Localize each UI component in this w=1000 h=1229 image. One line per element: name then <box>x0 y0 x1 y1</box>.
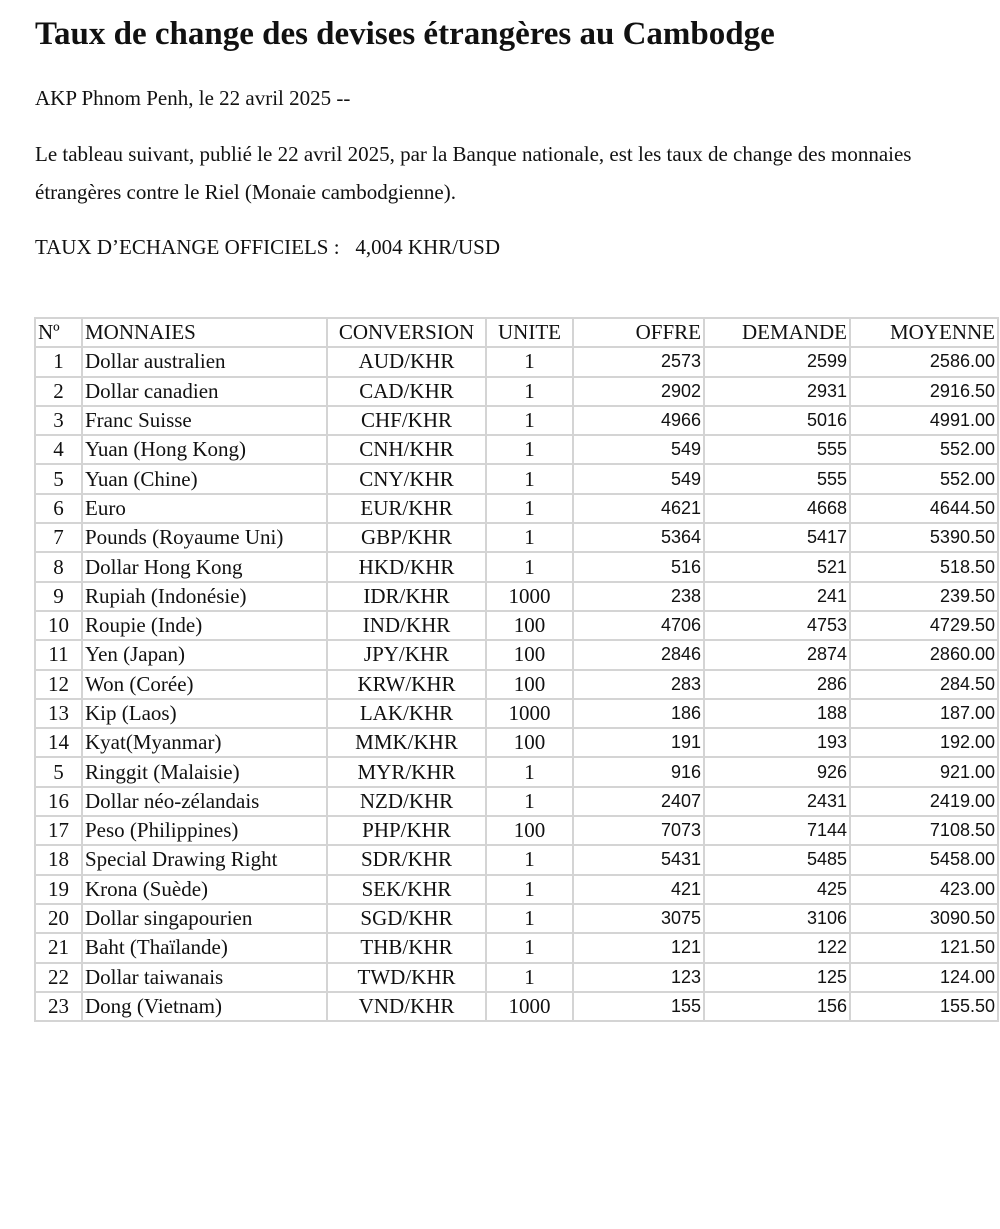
cell-ask: 241 <box>704 582 850 611</box>
cell-conversion: NZD/KHR <box>327 787 486 816</box>
cell-ask: 3106 <box>704 904 850 933</box>
cell-unit: 1 <box>486 494 573 523</box>
cell-currency: Dollar australien <box>82 347 327 376</box>
cell-conversion: IND/KHR <box>327 611 486 640</box>
cell-ask: 926 <box>704 757 850 786</box>
cell-conversion: HKD/KHR <box>327 552 486 581</box>
header-average: MOYENNE <box>850 318 998 347</box>
cell-ask: 122 <box>704 933 850 962</box>
cell-currency: Peso (Philippines) <box>82 816 327 845</box>
dateline: AKP Phnom Penh, le 22 avril 2025 -- <box>35 86 351 110</box>
table-row <box>35 640 998 669</box>
cell-bid: 238 <box>573 582 704 611</box>
cell-currency: Baht (Thaïlande) <box>82 933 327 962</box>
cell-bid: 5431 <box>573 845 704 874</box>
cell-unit: 1 <box>486 904 573 933</box>
cell-average: 2419.00 <box>850 787 998 816</box>
table-row <box>35 816 998 845</box>
cell-no: 4 <box>35 435 82 464</box>
cell-average: 3090.50 <box>850 904 998 933</box>
cell-currency: Franc Suisse <box>82 406 327 435</box>
cell-currency: Pounds (Royaume Uni) <box>82 523 327 552</box>
official-rate <box>35 228 985 266</box>
cell-ask: 286 <box>704 670 850 699</box>
cell-currency: Kip (Laos) <box>82 699 327 728</box>
cell-bid: 4966 <box>573 406 704 435</box>
cell-ask: 156 <box>704 992 850 1021</box>
cell-no: 22 <box>35 963 82 992</box>
cell-conversion: SEK/KHR <box>327 875 486 904</box>
cell-average: 921.00 <box>850 757 998 786</box>
cell-bid: 421 <box>573 875 704 904</box>
cell-no: 1 <box>35 347 82 376</box>
cell-conversion: PHP/KHR <box>327 816 486 845</box>
cell-unit: 100 <box>486 728 573 757</box>
cell-bid: 2846 <box>573 640 704 669</box>
cell-ask: 4668 <box>704 494 850 523</box>
cell-currency: Dollar Hong Kong <box>82 552 327 581</box>
cell-ask: 7144 <box>704 816 850 845</box>
header-conversion: CONVERSION <box>327 318 486 347</box>
cell-bid: 5364 <box>573 523 704 552</box>
cell-bid: 4621 <box>573 494 704 523</box>
cell-conversion: AUD/KHR <box>327 347 486 376</box>
cell-currency: Dollar taiwanais <box>82 963 327 992</box>
cell-currency: Kyat(Myanmar) <box>82 728 327 757</box>
cell-no: 21 <box>35 933 82 962</box>
cell-no: 23 <box>35 992 82 1021</box>
cell-bid: 155 <box>573 992 704 1021</box>
cell-no: 14 <box>35 728 82 757</box>
cell-bid: 123 <box>573 963 704 992</box>
header-currency: MONNAIES <box>82 318 327 347</box>
cell-conversion: MYR/KHR <box>327 757 486 786</box>
cell-currency: Rupiah (Indonésie) <box>82 582 327 611</box>
cell-unit: 1000 <box>486 699 573 728</box>
cell-currency: Won (Corée) <box>82 670 327 699</box>
table-row <box>35 582 998 611</box>
table-row <box>35 523 998 552</box>
cell-unit: 1 <box>486 435 573 464</box>
cell-average: 4729.50 <box>850 611 998 640</box>
cell-average: 5390.50 <box>850 523 998 552</box>
table-row <box>35 347 998 376</box>
cell-currency: Dollar canadien <box>82 377 327 406</box>
cell-unit: 1 <box>486 377 573 406</box>
cell-no: 2 <box>35 377 82 406</box>
cell-average: 518.50 <box>850 552 998 581</box>
cell-conversion: CNH/KHR <box>327 435 486 464</box>
cell-ask: 4753 <box>704 611 850 640</box>
table-row <box>35 757 998 786</box>
cell-conversion: MMK/KHR <box>327 728 486 757</box>
cell-conversion: JPY/KHR <box>327 640 486 669</box>
cell-average: 552.00 <box>850 464 998 493</box>
cell-ask: 2599 <box>704 347 850 376</box>
cell-bid: 2902 <box>573 377 704 406</box>
cell-bid: 916 <box>573 757 704 786</box>
cell-bid: 121 <box>573 933 704 962</box>
cell-average: 284.50 <box>850 670 998 699</box>
cell-bid: 549 <box>573 435 704 464</box>
cell-unit: 1 <box>486 406 573 435</box>
cell-no: 5 <box>35 464 82 493</box>
cell-currency: Dong (Vietnam) <box>82 992 327 1021</box>
cell-ask: 555 <box>704 435 850 464</box>
cell-unit: 1 <box>486 464 573 493</box>
table-row <box>35 494 998 523</box>
cell-bid: 2573 <box>573 347 704 376</box>
cell-no: 20 <box>35 904 82 933</box>
cell-conversion: THB/KHR <box>327 933 486 962</box>
cell-no: 18 <box>35 845 82 874</box>
cell-conversion: SGD/KHR <box>327 904 486 933</box>
table-row <box>35 904 998 933</box>
intro-paragraph: Le tableau suivant, publié le 22 avril 2025, par la Banque nationale, est les taux de change des monnaies étrangères contre le Riel (Monaie cambodgienne). <box>35 142 912 204</box>
cell-no: 6 <box>35 494 82 523</box>
cell-ask: 193 <box>704 728 850 757</box>
cell-no: 5 <box>35 757 82 786</box>
cell-no: 8 <box>35 552 82 581</box>
cell-no: 3 <box>35 406 82 435</box>
cell-unit: 1 <box>486 523 573 552</box>
cell-currency: Yuan (Chine) <box>82 464 327 493</box>
table-row <box>35 406 998 435</box>
cell-unit: 1 <box>486 845 573 874</box>
cell-average: 192.00 <box>850 728 998 757</box>
cell-ask: 5016 <box>704 406 850 435</box>
cell-ask: 5485 <box>704 845 850 874</box>
table-row <box>35 992 998 1021</box>
cell-average: 124.00 <box>850 963 998 992</box>
table-row <box>35 845 998 874</box>
cell-ask: 188 <box>704 699 850 728</box>
cell-no: 9 <box>35 582 82 611</box>
cell-conversion: KRW/KHR <box>327 670 486 699</box>
cell-bid: 2407 <box>573 787 704 816</box>
header-bid: OFFRE <box>573 318 704 347</box>
cell-average: 7108.50 <box>850 816 998 845</box>
cell-ask: 125 <box>704 963 850 992</box>
cell-currency: Yen (Japan) <box>82 640 327 669</box>
cell-no: 12 <box>35 670 82 699</box>
cell-average: 2916.50 <box>850 377 998 406</box>
table-row <box>35 963 998 992</box>
cell-conversion: GBP/KHR <box>327 523 486 552</box>
cell-average: 423.00 <box>850 875 998 904</box>
cell-average: 155.50 <box>850 992 998 1021</box>
cell-no: 7 <box>35 523 82 552</box>
cell-ask: 2874 <box>704 640 850 669</box>
cell-bid: 186 <box>573 699 704 728</box>
cell-average: 2586.00 <box>850 347 998 376</box>
cell-ask: 5417 <box>704 523 850 552</box>
table-row <box>35 787 998 816</box>
cell-unit: 100 <box>486 640 573 669</box>
cell-bid: 3075 <box>573 904 704 933</box>
cell-conversion: CAD/KHR <box>327 377 486 406</box>
cell-ask: 521 <box>704 552 850 581</box>
cell-unit: 100 <box>486 816 573 845</box>
cell-currency: Roupie (Inde) <box>82 611 327 640</box>
cell-bid: 7073 <box>573 816 704 845</box>
cell-no: 16 <box>35 787 82 816</box>
cell-average: 4644.50 <box>850 494 998 523</box>
cell-conversion: CNY/KHR <box>327 464 486 493</box>
table-row <box>35 552 998 581</box>
cell-conversion: CHF/KHR <box>327 406 486 435</box>
cell-unit: 1 <box>486 552 573 581</box>
cell-no: 13 <box>35 699 82 728</box>
cell-unit: 1 <box>486 933 573 962</box>
cell-bid: 4706 <box>573 611 704 640</box>
cell-unit: 100 <box>486 670 573 699</box>
cell-no: 17 <box>35 816 82 845</box>
cell-currency: Dollar néo-zélandais <box>82 787 327 816</box>
cell-conversion: VND/KHR <box>327 992 486 1021</box>
cell-unit: 1000 <box>486 992 573 1021</box>
header-ask: DEMANDE <box>704 318 850 347</box>
cell-unit: 1000 <box>486 582 573 611</box>
cell-unit: 1 <box>486 963 573 992</box>
table-row <box>35 875 998 904</box>
cell-currency: Ringgit (Malaisie) <box>82 757 327 786</box>
table-row <box>35 670 998 699</box>
cell-bid: 191 <box>573 728 704 757</box>
cell-conversion: IDR/KHR <box>327 582 486 611</box>
table-row <box>35 699 998 728</box>
official-rate-value: 4,004 KHR/USD <box>355 235 500 259</box>
cell-currency: Euro <box>82 494 327 523</box>
cell-ask: 555 <box>704 464 850 493</box>
table-row <box>35 435 998 464</box>
cell-unit: 100 <box>486 611 573 640</box>
cell-no: 11 <box>35 640 82 669</box>
table-row <box>35 728 998 757</box>
cell-average: 187.00 <box>850 699 998 728</box>
table-row <box>35 933 998 962</box>
official-rate-label: TAUX D’ECHANGE OFFICIELS : <box>35 235 340 259</box>
cell-average: 121.50 <box>850 933 998 962</box>
cell-ask: 2931 <box>704 377 850 406</box>
table-row <box>35 611 998 640</box>
cell-average: 2860.00 <box>850 640 998 669</box>
header-unit: UNITE <box>486 318 573 347</box>
cell-no: 10 <box>35 611 82 640</box>
table-header-row <box>35 318 998 347</box>
exchange-rate-table <box>34 317 999 1022</box>
cell-unit: 1 <box>486 757 573 786</box>
cell-currency: Dollar singapourien <box>82 904 327 933</box>
cell-unit: 1 <box>486 347 573 376</box>
cell-bid: 549 <box>573 464 704 493</box>
page-title: Taux de change des devises étrangères au Cambodge <box>35 16 775 52</box>
cell-average: 4991.00 <box>850 406 998 435</box>
cell-currency: Krona (Suède) <box>82 875 327 904</box>
cell-conversion: LAK/KHR <box>327 699 486 728</box>
table-row <box>35 464 998 493</box>
header-no: Nº <box>35 318 82 347</box>
cell-conversion: EUR/KHR <box>327 494 486 523</box>
cell-unit: 1 <box>486 787 573 816</box>
cell-no: 19 <box>35 875 82 904</box>
cell-average: 5458.00 <box>850 845 998 874</box>
cell-conversion: SDR/KHR <box>327 845 486 874</box>
cell-bid: 283 <box>573 670 704 699</box>
cell-bid: 516 <box>573 552 704 581</box>
cell-average: 552.00 <box>850 435 998 464</box>
cell-unit: 1 <box>486 875 573 904</box>
cell-currency: Yuan (Hong Kong) <box>82 435 327 464</box>
table-row <box>35 377 998 406</box>
cell-ask: 2431 <box>704 787 850 816</box>
cell-conversion: TWD/KHR <box>327 963 486 992</box>
cell-average: 239.50 <box>850 582 998 611</box>
cell-ask: 425 <box>704 875 850 904</box>
cell-currency: Special Drawing Right <box>82 845 327 874</box>
